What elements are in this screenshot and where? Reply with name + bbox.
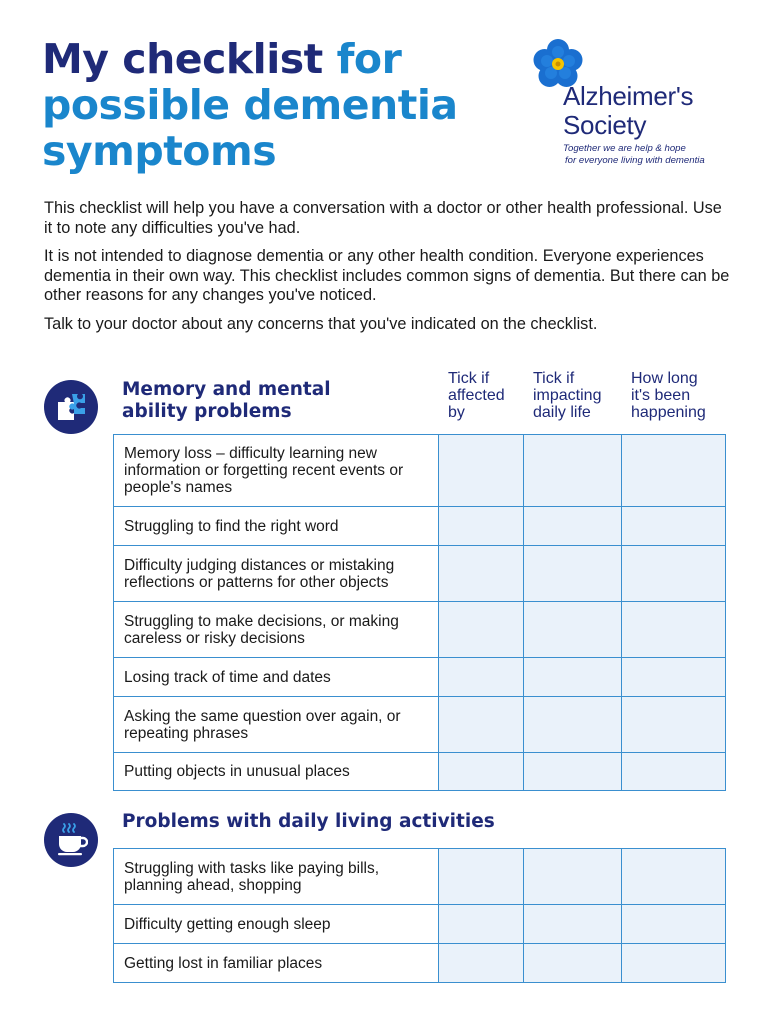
intro-paragraph-1: This checklist will help you have a conversation with a doctor or other health professional. Use it to note any difficulties you've had.: [44, 199, 722, 237]
tick-affected-cell[interactable]: [439, 753, 524, 791]
how-long-cell[interactable]: [622, 658, 726, 697]
tick-affected-cell[interactable]: [439, 905, 524, 944]
section-title-memory: [122, 379, 331, 423]
column-header-how-long-line3: happening: [631, 404, 706, 421]
column-header-how-long-line2: it's been: [631, 387, 691, 404]
how-long-cell[interactable]: [622, 546, 726, 602]
symptom-label: Asking the same question over again, or repeating phrases: [114, 697, 439, 753]
logo-wordmark: [563, 82, 693, 140]
logo-tagline-line2: for everyone living with dementia: [565, 155, 705, 166]
title-dark-part: My checklist: [42, 35, 323, 83]
intro-text: [44, 199, 734, 343]
intro-paragraph-3: Talk to your doctor about any concerns that you've indicated on the checklist.: [44, 314, 598, 333]
section-title-memory-line2: ability problems: [122, 401, 292, 422]
puzzle-pieces-glyph: [54, 390, 88, 424]
tick-impacting-cell[interactable]: [524, 905, 622, 944]
logo-tagline: [563, 143, 753, 167]
table-row: [114, 602, 726, 658]
symptom-label: Putting objects in unusual places: [114, 753, 439, 791]
intro-paragraph-2: It is not intended to diagnose dementia or any other health condition. Everyone experiences dementia in their own way. This checklist includes common signs of dementia. But there can be other reasons for any changes you've noticed.: [44, 247, 730, 304]
page-title: [42, 36, 458, 174]
tick-impacting-cell[interactable]: [524, 507, 622, 546]
tick-affected-cell[interactable]: [439, 507, 524, 546]
table-row: [114, 435, 726, 507]
column-header-impacting-line3: daily life: [533, 404, 591, 421]
logo-name-line2: Society: [563, 110, 647, 140]
column-header-affected-line3: by: [448, 404, 465, 421]
symptom-label: Difficulty judging distances or mistaking reflections or patterns for other objects: [114, 546, 439, 602]
how-long-cell[interactable]: [622, 849, 726, 905]
table-row: [114, 507, 726, 546]
table-row: [114, 849, 726, 905]
tick-impacting-cell[interactable]: [524, 658, 622, 697]
title-light-part-2: possible dementia: [42, 81, 458, 129]
steaming-cup-glyph: [54, 823, 88, 857]
tick-impacting-cell[interactable]: [524, 944, 622, 983]
steaming-cup-icon: [44, 813, 98, 867]
tick-impacting-cell[interactable]: [524, 435, 622, 507]
how-long-cell[interactable]: [622, 753, 726, 791]
puzzle-pieces-icon: [44, 380, 98, 434]
symptom-label: Struggling to make decisions, or making careless or risky decisions: [114, 602, 439, 658]
table-row: [114, 944, 726, 983]
tick-affected-cell[interactable]: [439, 944, 524, 983]
tick-affected-cell[interactable]: [439, 849, 524, 905]
symptom-label: Losing track of time and dates: [114, 658, 439, 697]
column-header-impacting-line2: impacting: [533, 387, 602, 404]
tick-impacting-cell[interactable]: [524, 546, 622, 602]
checklist-table-daily-living: [113, 848, 726, 983]
column-header-impacting-line1: Tick if: [533, 370, 575, 387]
column-header-affected: [448, 370, 505, 421]
how-long-cell[interactable]: [622, 944, 726, 983]
how-long-cell[interactable]: [622, 602, 726, 658]
column-header-affected-line1: Tick if: [448, 370, 490, 387]
symptom-label: Getting lost in familiar places: [114, 944, 439, 983]
table-row: [114, 658, 726, 697]
logo-tagline-line1: Together we are help & hope: [563, 143, 686, 154]
tick-impacting-cell[interactable]: [524, 602, 622, 658]
section-title-daily-living: Problems with daily living activities: [122, 811, 495, 832]
symptom-label: Memory loss – difficulty learning new information or forgetting recent events or people's names: [114, 435, 439, 507]
how-long-cell[interactable]: [622, 435, 726, 507]
how-long-cell[interactable]: [622, 905, 726, 944]
checklist-table-memory: [113, 434, 726, 791]
title-light-part-3: symptoms: [42, 127, 277, 175]
how-long-cell[interactable]: [622, 507, 726, 546]
tick-impacting-cell[interactable]: [524, 697, 622, 753]
tick-impacting-cell[interactable]: [524, 753, 622, 791]
table-row: [114, 697, 726, 753]
logo-name-line1: Alzheimer's: [563, 81, 694, 111]
column-header-affected-line2: affected: [448, 387, 505, 404]
tick-affected-cell[interactable]: [439, 435, 524, 507]
how-long-cell[interactable]: [622, 697, 726, 753]
table-row: [114, 546, 726, 602]
column-header-how-long: [631, 370, 706, 421]
alzheimers-society-logo: [530, 38, 740, 173]
table-row: [114, 753, 726, 791]
tick-impacting-cell[interactable]: [524, 849, 622, 905]
table-row: [114, 905, 726, 944]
column-header-impacting: [533, 370, 601, 421]
tick-affected-cell[interactable]: [439, 697, 524, 753]
tick-affected-cell[interactable]: [439, 546, 524, 602]
tick-affected-cell[interactable]: [439, 658, 524, 697]
tick-affected-cell[interactable]: [439, 602, 524, 658]
column-header-how-long-line1: How long: [631, 370, 698, 387]
section-title-memory-line1: Memory and mental: [122, 379, 331, 400]
title-light-part-1: for: [336, 35, 402, 83]
symptom-label: Struggling to find the right word: [114, 507, 439, 546]
symptom-label: Difficulty getting enough sleep: [114, 905, 439, 944]
symptom-label: Struggling with tasks like paying bills, planning ahead, shopping: [114, 849, 439, 905]
